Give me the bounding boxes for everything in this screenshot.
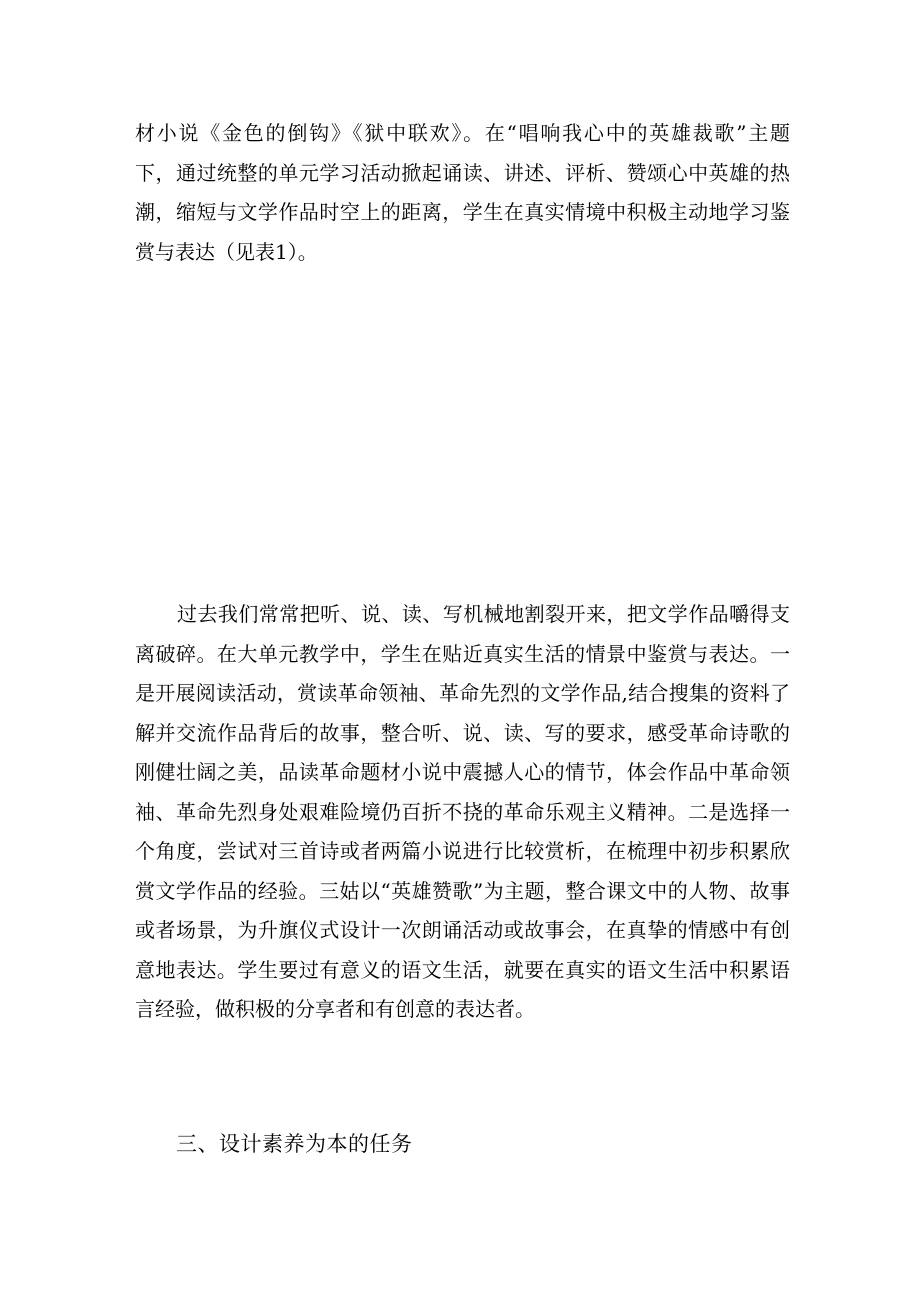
paragraph-line: 潮，缩短与文学作品时空上的距离，学生在真实情境中积极主动地学习鉴 — [135, 200, 790, 224]
section-heading: 三、设计素养为本的任务 — [176, 1132, 413, 1156]
paragraph-line: 言经验，做积极的分享者和有创意的表达者。 — [135, 997, 535, 1021]
paragraph-line: 袖、革命先烈身处艰难险境仍百折不挠的革命乐观主义精神。二是选择一 — [135, 799, 790, 824]
paragraph-line: 赏与表达（见表1）。 — [135, 239, 318, 264]
paragraph-line: 离破碎。在大单元教学中，学生在贴近真实生活的情景中鉴赏与表达。一 — [135, 641, 790, 666]
paragraph-line: 材小说《金色的倒钩》《狱中联欢》。在“唱响我心中的英雄裁歌”主题 — [135, 121, 790, 145]
paragraph-line: 是开展阅读活动，赏读革命领袖、革命先烈的文学作品,结合搜集的资料了 — [135, 681, 790, 705]
paragraph-continuation — [135, 114, 790, 272]
paragraph-body — [135, 595, 790, 1030]
paragraph-line: 刚健壮阔之美，品读革命题材小说中震撼人心的情节，体会作品中革命领 — [135, 760, 790, 784]
paragraph-line: 下，通过统整的单元学习活动掀起诵读、讲述、评析、赞颂心中英雄的热 — [135, 160, 790, 185]
paragraph-line: 过去我们常常把听、说、读、写机械地割裂开来，把文学作品嚼得支 — [177, 602, 790, 626]
paragraph-line: 解并交流作品背后的故事，整合听、说、读、写的要求，感受革命诗歌的 — [135, 720, 790, 745]
paragraph-line: 个角度，尝试对三首诗或者两篇小说进行比较赏析，在梳理中初步积累欣 — [135, 839, 790, 863]
paragraph-line: 或者场景，为升旗仪式设计一次朗诵活动或故事会，在真挚的情感中有创 — [135, 918, 790, 942]
paragraph-line: 意地表达。学生要过有意义的语文生活，就要在真实的语文生活中积累语 — [135, 957, 790, 982]
paragraph-line: 赏文学作品的经验。三姑以“英雄赞歌”为主题，整合课文中的人物、故事 — [135, 878, 790, 903]
